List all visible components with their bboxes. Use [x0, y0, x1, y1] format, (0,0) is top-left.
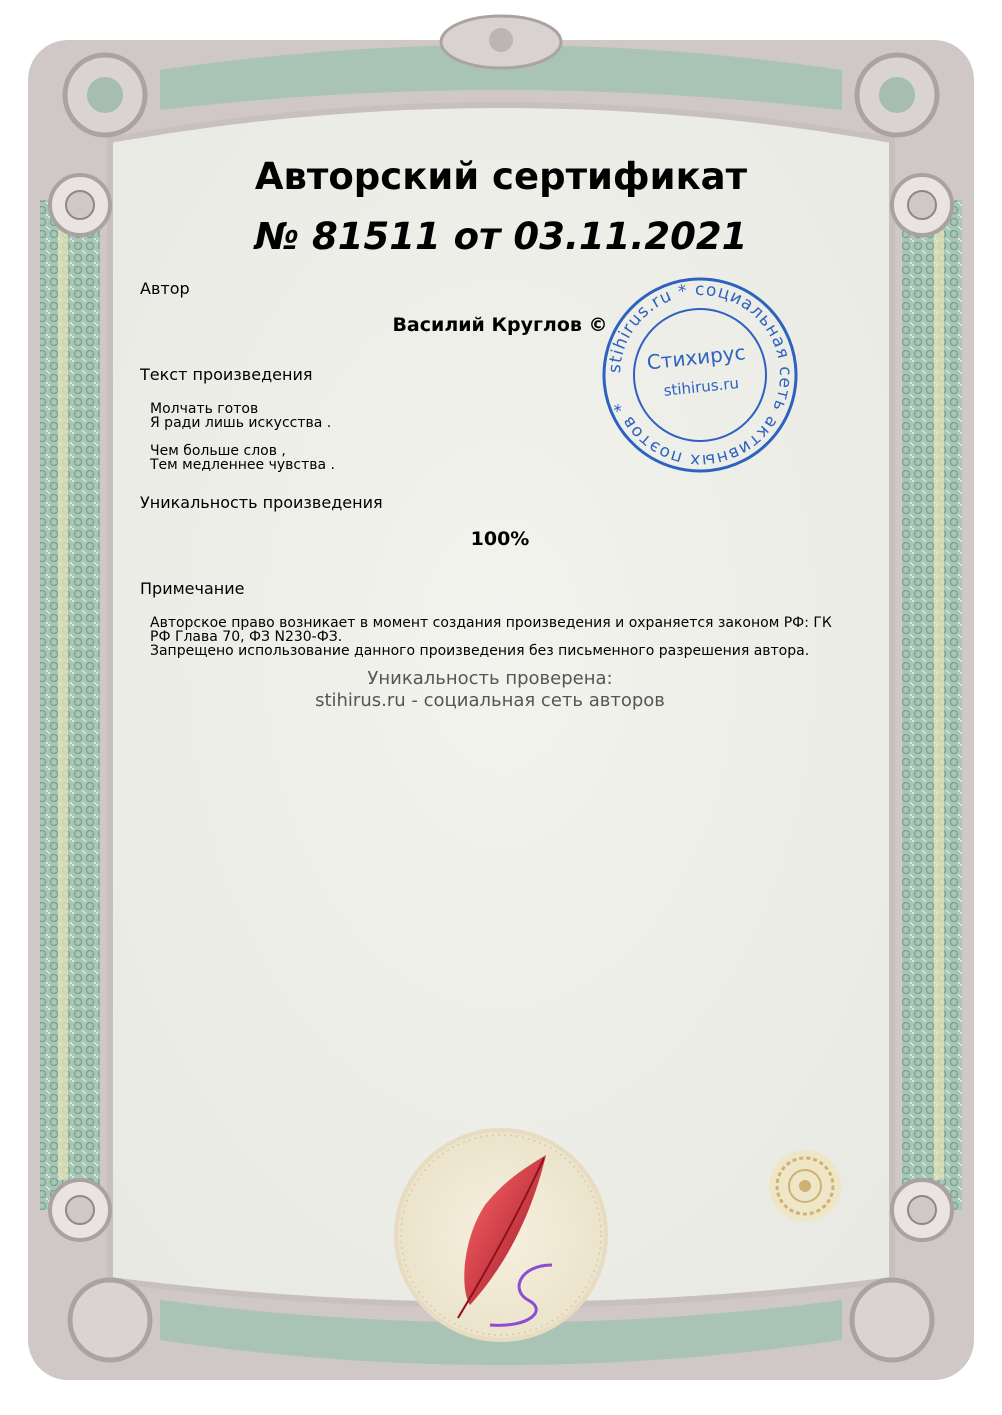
author-name: Василий Круглов © — [392, 314, 608, 336]
uniqueness-label: Уникальность произведения — [140, 493, 383, 512]
work-label: Текст произведения — [140, 365, 313, 384]
note-label: Примечание — [140, 579, 245, 598]
poem-line: Я ради лишь искусства . — [150, 415, 332, 431]
verification-block — [0, 668, 980, 712]
verification-line1: Уникальность проверена: — [367, 668, 613, 689]
author-label: Автор — [140, 279, 190, 298]
poem-line: Молчать готов — [150, 401, 259, 417]
stamp-center-subtitle: stihirus.ru — [662, 374, 740, 400]
poem-text — [150, 402, 335, 472]
verification-line2: stihirus.ru - социальная сеть авторов — [315, 690, 665, 711]
certificate-title: Авторский сертификат — [254, 155, 748, 198]
stamp-ring-text: stihirus.ru * социальная сеть активных поэтов * — [604, 279, 796, 471]
uniqueness-value: 100% — [470, 528, 530, 550]
note-line-prohibition: Запрещено использование данного произведения без письменного разрешения автора. — [150, 643, 810, 659]
note-line-copyright: Авторское право возникает в момент создания произведения и охраняется законом РФ: ГК РФ Глава 70, ФЗ N230-ФЗ. — [150, 615, 832, 645]
certificate-number: № 81511 от 03.11.2021 — [254, 215, 748, 258]
quill-seal-emblem — [396, 1130, 606, 1340]
gold-medallion — [769, 1150, 841, 1222]
poem-line: Чем больше слов , — [150, 443, 286, 459]
poem-stanza-gap — [150, 430, 335, 444]
stamp-center-title: Стихирус — [645, 340, 747, 375]
note-text — [150, 616, 850, 658]
poem-line: Тем медленнее чувства . — [150, 457, 335, 473]
top-crest-ornament — [441, 16, 561, 68]
